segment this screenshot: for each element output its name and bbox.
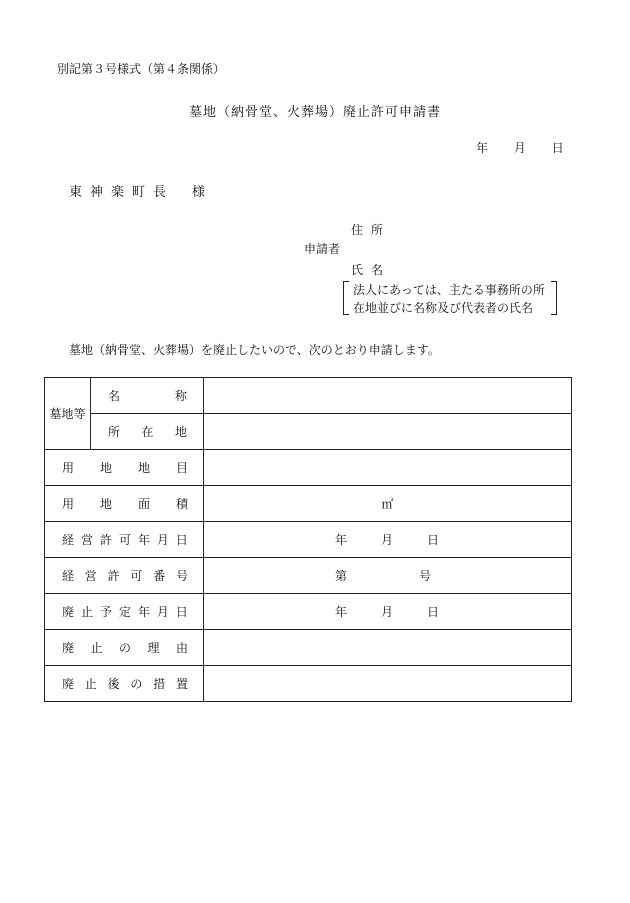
land-category-value-cell[interactable]	[204, 450, 572, 486]
label-char: 用	[62, 461, 75, 475]
abolition-date-day: 日	[426, 605, 439, 619]
date-month: 月	[513, 141, 526, 155]
application-statement: 墓地（納骨堂、火葬場）を廃止したいので、次のとおり申請します。	[69, 343, 440, 357]
label-char: 月	[156, 533, 169, 547]
measures-label	[45, 666, 204, 702]
left-bracket	[343, 281, 349, 315]
right-bracket	[551, 281, 557, 315]
measures-value-cell[interactable]	[204, 666, 572, 702]
land-category-label-text	[45, 459, 203, 476]
label-char: 称	[174, 389, 187, 403]
cemetery-group-label: 墓地等	[45, 378, 91, 450]
label-char: 予	[99, 605, 112, 619]
label-char: 面	[137, 497, 150, 511]
name-value-cell[interactable]	[204, 378, 572, 414]
permit-number-label	[45, 558, 204, 594]
location-row-label-text	[91, 423, 203, 440]
reason-label	[45, 630, 204, 666]
table-row	[45, 414, 572, 450]
land-category-label	[45, 450, 204, 486]
reason-value-cell[interactable]	[204, 630, 572, 666]
measures-label-text	[45, 675, 203, 692]
abolition-date-label	[45, 594, 204, 630]
addressee-honorific: 様	[192, 185, 206, 200]
permit-date-label	[45, 522, 204, 558]
permit-number-prefix: 第	[335, 569, 348, 583]
label-char: 廃	[62, 605, 75, 619]
permit-number-label-text	[45, 567, 203, 584]
label-char: 目	[175, 461, 188, 475]
name-row-label	[91, 378, 204, 414]
reason-label-text	[45, 639, 203, 656]
abolition-date-value-cell[interactable]	[204, 594, 572, 630]
label-char: 営	[80, 533, 93, 547]
corporate-note	[343, 279, 557, 315]
addressee-name: 東神楽町長	[69, 185, 175, 200]
submission-date	[476, 139, 564, 156]
label-char: 営	[84, 569, 97, 583]
label-char: の	[118, 641, 131, 655]
abolition-date-label-text	[45, 603, 203, 620]
label-char: 号	[175, 569, 188, 583]
permit-date-year: 年	[335, 533, 348, 547]
permit-date-value-cell[interactable]	[204, 522, 572, 558]
address-label: 住所	[351, 223, 392, 237]
date-day: 日	[551, 141, 564, 155]
label-char: 地	[99, 497, 112, 511]
label-char: 可	[130, 569, 143, 583]
table-row	[45, 666, 572, 702]
label-char: 止	[90, 641, 103, 655]
name-label: 氏名	[351, 263, 392, 277]
abolition-date-units	[335, 603, 439, 620]
permit-number-suffix: 号	[418, 569, 431, 583]
form-number: 別記第３号様式（第４条関係）	[57, 62, 226, 76]
abolition-date-year: 年	[335, 605, 348, 619]
label-char: 後	[107, 677, 120, 691]
permit-date-month: 月	[380, 533, 393, 547]
label-char: 地	[174, 425, 187, 439]
label-char: 経	[62, 569, 75, 583]
label-char: 名	[108, 389, 121, 403]
table-row	[45, 486, 572, 522]
label-char: 地	[99, 461, 112, 475]
permit-date-units	[335, 531, 439, 548]
label-char: 廃	[62, 677, 75, 691]
land-area-value-cell[interactable]	[204, 486, 572, 522]
label-char: 許	[99, 533, 112, 547]
permit-date-day: 日	[426, 533, 439, 547]
label-char: 定	[118, 605, 131, 619]
permit-date-label-text	[45, 531, 203, 548]
label-char: 由	[175, 641, 188, 655]
date-year: 年	[476, 141, 489, 155]
label-char: 経	[62, 533, 75, 547]
label-char: 日	[175, 533, 188, 547]
label-char: 年	[137, 605, 150, 619]
corporate-note-line2: 在地並びに名称及び代表者の氏名	[353, 301, 534, 315]
label-char: 年	[137, 533, 150, 547]
label-char: 止	[80, 605, 93, 619]
label-char: 番	[153, 569, 166, 583]
label-char: 用	[62, 497, 75, 511]
permit-number-value-cell[interactable]	[204, 558, 572, 594]
label-char: 所	[108, 425, 121, 439]
label-char: 可	[118, 533, 131, 547]
label-char: 在	[141, 425, 154, 439]
table-row	[45, 378, 572, 414]
label-char: 地	[137, 461, 150, 475]
document-title: 墓地（納骨堂、火葬場）廃止許可申請書	[188, 105, 441, 120]
permit-number-units	[335, 567, 431, 584]
table-row	[45, 522, 572, 558]
table-row	[45, 630, 572, 666]
land-area-label-text	[45, 495, 203, 512]
label-char: 日	[175, 605, 188, 619]
label-char: 積	[175, 497, 188, 511]
corporate-note-line1: 法人にあっては、主たる事務所の所	[353, 283, 545, 297]
label-char: 月	[156, 605, 169, 619]
location-row-label	[91, 414, 204, 450]
label-char: 置	[175, 677, 188, 691]
abolition-date-month: 月	[380, 605, 393, 619]
label-char: 許	[107, 569, 120, 583]
label-char: の	[130, 677, 143, 691]
addressee	[69, 181, 205, 200]
name-row-label-text	[91, 387, 203, 404]
label-char: 止	[84, 677, 97, 691]
table-row	[45, 558, 572, 594]
label-char: 理	[147, 641, 160, 655]
location-value-cell[interactable]	[204, 414, 572, 450]
application-table	[44, 377, 572, 702]
table-row	[45, 594, 572, 630]
area-unit: ㎡	[381, 497, 394, 511]
label-char: 措	[153, 677, 166, 691]
label-char: 廃	[62, 641, 75, 655]
applicant-label: 申請者	[304, 242, 341, 256]
table-row	[45, 450, 572, 486]
land-area-label	[45, 486, 204, 522]
